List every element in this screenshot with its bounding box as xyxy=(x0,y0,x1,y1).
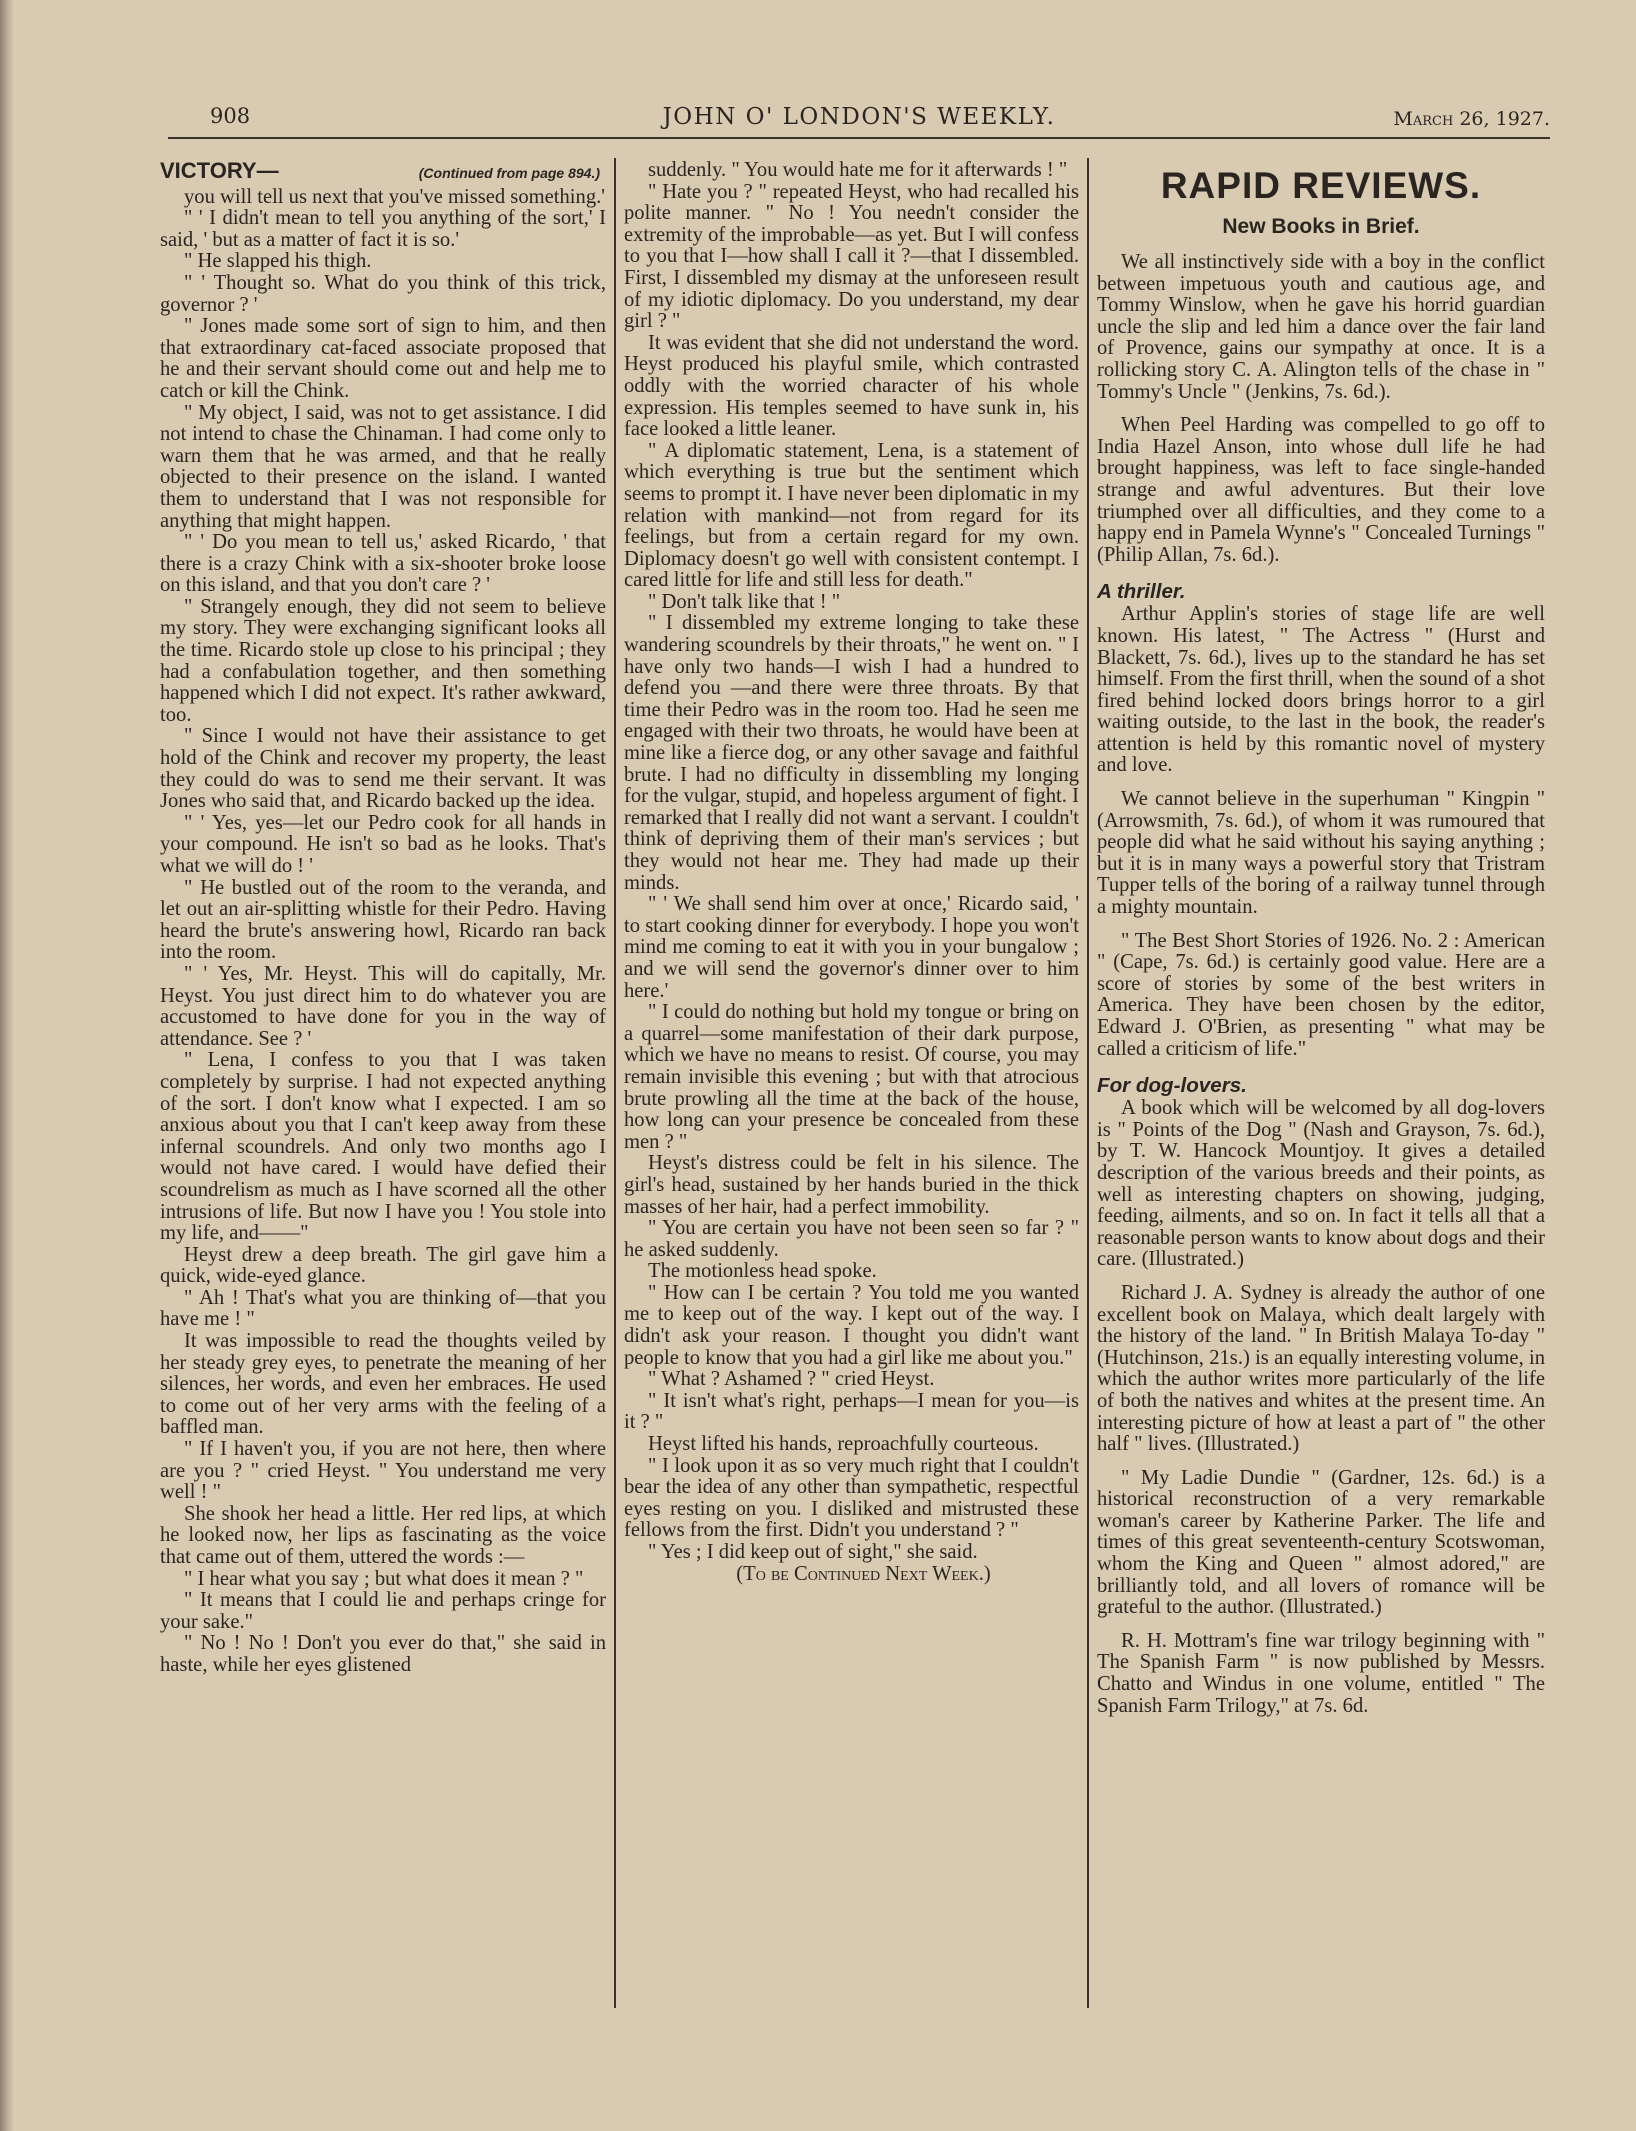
reviews-intro xyxy=(1097,252,1545,566)
issue-date: March 26, 1927. xyxy=(1393,108,1550,130)
page-binding-edge xyxy=(0,0,14,2131)
paragraph: " It means that I could lie and perhaps cringe for your sake." xyxy=(160,1589,606,1633)
paragraph: Arthur Applin's stories of stage life are well known. His latest, " The Actress " (Hurst and Blackett, 7s. 6d.), lives up to the standard he has set himself. From the first thrill, when the sound of a shot fired behind locked doors brings horror to a girl waiting outside, to the last in the book, the reader's attention is held by this romantic novel of mystery and love. xyxy=(1097,603,1545,777)
paragraph: " ' Do you mean to tell us,' asked Ricardo, ' that there is a crazy Chink with a six-shooter broke loose on this island, and that you don't care ? ' xyxy=(160,531,606,597)
paragraph: " Don't talk like that ! " xyxy=(648,590,841,613)
paragraph: " ' Thought so. What do you think of this trick, governor ? ' xyxy=(160,271,606,316)
paragraph: Heyst's distress could be felt in his silence. The girl's head, sustained by her hands buried in the thick masses of her hair, had a perfect immobility. xyxy=(624,1152,1079,1218)
paragraph: It was impossible to read the thoughts veiled by her steady grey eyes, to penetrate the meaning of her silences, her words, and even her embraces. He used to come out of her very arms with the feeling of a baffled man. xyxy=(160,1330,606,1439)
rapid-reviews-subtitle: New Books in Brief. xyxy=(1222,215,1420,238)
dog-lovers-reviews xyxy=(1097,1098,1545,1717)
thriller-reviews xyxy=(1097,604,1545,1060)
paragraph: " He bustled out of the room to the veranda, and let out an air-splitting whistle for their Pedro. Having heard the brute's answering howl, Ricardo ran back into the room. xyxy=(160,876,606,964)
paragraph: " My Ladie Dundie " (Gardner, 12s. 6d.) is a historical reconstruction of a very remarkable woman's career by Katherine Parker. The life and times of this great seventeenth-century Scotswoman, whom the King and Queen " almost adored," are brilliantly told, and all lovers of romance will be grateful to the author. (Illustrated.) xyxy=(1097,1466,1545,1619)
dog-lovers-heading: For dog-lovers. xyxy=(1097,1074,1247,1098)
paragraph: " ' We shall send him over at once,' Ricardo said, ' to start cooking dinner for everybody. I hope you won't mind me coming to eat it with you in your bungalow ; and we will send the governor's dinner over to him here.' xyxy=(624,893,1079,1002)
paragraph: " I hear what you say ; but what does it mean ? " xyxy=(184,1567,584,1590)
paragraph: suddenly. " You would hate me for it afterwards ! " xyxy=(648,159,1068,181)
rapid-reviews-title: RAPID REVIEWS. xyxy=(1160,165,1482,206)
paragraph: " ' Yes, Mr. Heyst. This will do capitally, Mr. Heyst. You just direct him to do whatever you are accustomed to have done for you in the way of attendance. See ? ' xyxy=(160,962,606,1050)
continued-from-note: (Continued from page 894.) xyxy=(418,165,600,181)
paragraph: Heyst lifted his hands, reproachfully courteous. xyxy=(648,1433,1039,1456)
paragraph: " ' I didn't mean to tell you anything of the sort,' I said, ' but as a matter of fact it is so.' xyxy=(160,207,606,251)
paragraph: " He slapped his thigh. xyxy=(184,250,372,273)
paragraph: " ' Yes, yes—let our Pedro cook for all hands in your compound. He isn't so bad as he looks. That's what we will do ! ' xyxy=(160,811,606,877)
column-rapid-reviews xyxy=(1097,160,1545,1717)
paragraph: " Yes ; I did keep out of sight," she said. xyxy=(648,1541,978,1563)
publication-title: JOHN O' LONDON'S WEEKLY. xyxy=(662,104,1056,130)
paragraph: We all instinctively side with a boy in the conflict between impetuous youth and cautious age, and Tommy Winslow, when he gave his horrid guardian uncle the slip and led him a dance over the fair land of Provence, gains our sympathy at once. It is a rollicking story C. A. Alington tells of the chase in " Tommy's Uncle " (Jenkins, 7s. 6d.). xyxy=(1097,251,1545,403)
paragraph: " Strangely enough, they did not seem to believe my story. They were exchanging significant looks all the time. Ricardo stole up close to his principal ; they had a confabulation together, and then something happened which I did not expect. It's rather awkward, too. xyxy=(160,595,606,726)
paragraph: Richard J. A. Sydney is already the author of one excellent book on Malaya, which dealt largely with the history of the land. " In British Malaya To-day " (Hutchinson, 21s.) is an equally interesting volume, in which the author writes more particularly of the life of both the natives and whites at the present time. An interesting picture of how at least a part of " the other half " lives. (Illustrated.) xyxy=(1097,1281,1545,1456)
paragraph: you will tell us next that you've missed something.' xyxy=(184,185,605,208)
paragraph: " Since I would not have their assistance to get hold of the Chink and recover my property, the least they could do was to send me their servant. It was Jones who said that, and Ricardo backed up the idea. xyxy=(160,725,606,813)
paragraph: " Hate you ? " repeated Heyst, who had recalled his polite manner. " No ! You needn't consider the extremity of the improbable—as yet. But I will confess to you that I—how shall I call it ?—that I dissembled. First, I dissembled my dismay at the unforeseen result of my idiotic diplomacy. Do you understand, my dear girl ? " xyxy=(624,180,1079,333)
paragraph: " I dissembled my extreme longing to take these wandering scoundrels by their throats," he went on. " I have only two hands—I wish I had a hundred to defend you —and there were three throats. By that time their Pedro was in the room too. Had he seen me engaged with their two throats, he would have been at mine like a fierce dog, or any other savage and faithful brute. I had no difficulty in dissembling my longing for the vulgar, stupid, and hopeless argument of fight. I remarked that I really did not want a servant. I couldn't think of depriving them of their man's services ; but they would not hear me. They had made up their minds. xyxy=(624,612,1079,894)
paragraph: We cannot believe in the superhuman " Kingpin " (Arrowsmith, 7s. 6d.), of whom it was rumoured that people did what he said without his saying anything ; but it is in many ways a powerful story that Tristram Tupper tells of the boring of a railway tunnel through a mighty mountain. xyxy=(1097,788,1545,919)
thriller-heading: A thriller. xyxy=(1097,580,1186,604)
victory-text-col2 xyxy=(624,160,1079,1564)
page-number: 908 xyxy=(210,104,251,128)
header-rule xyxy=(168,137,1550,139)
paragraph: A book which will be welcomed by all dog-lovers is " Points of the Dog " (Nash and Grayson, 7s. 6d.), by T. W. Hancock Mountjoy. It gives a detailed description of the various breeds and their points, as well as interesting chapters on showing, judging, feeding, ailments, and so on. In fact it tells all that a reasonable person wants to know about dogs and their care. (Illustrated.) xyxy=(1097,1097,1545,1271)
victory-text-col1 xyxy=(160,187,606,1677)
paragraph: " How can I be certain ? You told me you wanted me to keep out of the way. I kept out of the way. I didn't ask your reason. I thought you didn't want people to know that you had a girl like me about you." xyxy=(624,1281,1079,1369)
paragraph: The motionless head spoke. xyxy=(648,1260,877,1283)
paragraph: R. H. Mottram's fine war trilogy beginning with " The Spanish Farm " is now published by Messrs. Chatto and Windus in one volume, entitled " The Spanish Farm Trilogy," at 7s. 6d. xyxy=(1097,1629,1545,1717)
to-be-continued: (To be Continued Next Week.) xyxy=(736,1562,991,1585)
victory-heading-row xyxy=(160,160,606,185)
column-victory-1 xyxy=(160,160,606,1677)
paragraph: " Ah ! That's what you are thinking of—that you have me ! " xyxy=(160,1286,606,1331)
paragraph: She shook her head a little. Her red lips, at which he looked now, her lips as fascinating as the voice that came out of them, uttered the words :— xyxy=(160,1502,606,1568)
paragraph: " Lena, I confess to you that I was taken completely by surprise. I had not expected anything of the sort. I don't know what I expected. I am so anxious about you that I can't keep away from these infernal scoundrels. And only two months ago I would not have cared. I would have defied their scoundrelism as much as I have scorned all the other intrusions of life. But now I have you ! You stole into my life, and——" xyxy=(160,1049,606,1245)
paragraph: " Jones made some sort of sign to him, and then that extraordinary cat-faced associate proposed that he and their servant should come out and help me to catch or kill the Chink. xyxy=(160,315,606,402)
paragraph: Heyst drew a deep breath. The girl gave him a quick, wide-eyed glance. xyxy=(160,1243,606,1288)
paragraph: " I could do nothing but hold my tongue or bring on a quarrel—some manifestation of their dark purpose, which we have no means to resist. Of course, you may remain invisible this evening ; but with that atrocious brute prowling all the time at the back of the house, how long can your presence be concealed from these men ? " xyxy=(624,1001,1079,1153)
paragraph: " If I haven't you, if you are not here, then where are you ? " cried Heyst. " You understand me very well ! " xyxy=(160,1438,606,1504)
victory-title: VICTORY— xyxy=(160,158,279,183)
paragraph: It was evident that she did not understand the word. Heyst produced his playful smile, which contrasted oddly with the worried character of his whole expression. His temples seemed to have sunk in, his face looked a little leaner. xyxy=(624,331,1079,441)
paragraph: When Peel Harding was compelled to go off to India Hazel Anson, into whose dull life he had brought happiness, was left to face single-handed strange and awful adventures. But their love triumphed over all difficulties, and they come to a happy end in Pamela Wynne's " Concealed Turnings " (Philip Allan, 7s. 6d.). xyxy=(1097,414,1545,566)
paragraph: " My object, I said, was not to get assistance. I did not intend to chase the Chinaman. I had come only to warn them that he was armed, and that he really objected to their presence on the island. I wanted them to understand that I was not responsible for anything that might happen. xyxy=(160,401,606,532)
paragraph: " I look upon it as so very much right that I couldn't bear the idea of any other than sympathetic, respectful eyes resting on you. I disliked and mistrusted these fellows from the first. Didn't you understand ? " xyxy=(624,1454,1079,1542)
paragraph: " It isn't what's right, perhaps—I mean for you—is it ? " xyxy=(624,1389,1079,1434)
column-divider-2 xyxy=(1087,158,1089,2008)
column-divider-1 xyxy=(614,158,616,2008)
paragraph: " You are certain you have not been seen so far ? " he asked suddenly. xyxy=(624,1217,1079,1261)
paragraph: " The Best Short Stories of 1926. No. 2 : American " (Cape, 7s. 6d.) is certainly good value. Here are a score of stories by some of the best writers in America. They have been chosen by the editor, Edward J. O'Brien, as presenting " what may be called a criticism of life." xyxy=(1097,929,1545,1060)
column-victory-2 xyxy=(624,160,1079,1585)
paragraph: " No ! No ! Don't you ever do that," she said in haste, while her eyes glistened xyxy=(160,1632,606,1676)
paragraph: " A diplomatic statement, Lena, is a statement of which everything is true but the sentiment which seems to prompt it. I have never been diplomatic in my relation with mankind—not from regard for its feelings, but from a certain regard for my own. Diplomacy doesn't go well with consistent contempt. I cared little for life and still less for death." xyxy=(624,439,1079,592)
paragraph: " What ? Ashamed ? " cried Heyst. xyxy=(648,1368,935,1391)
